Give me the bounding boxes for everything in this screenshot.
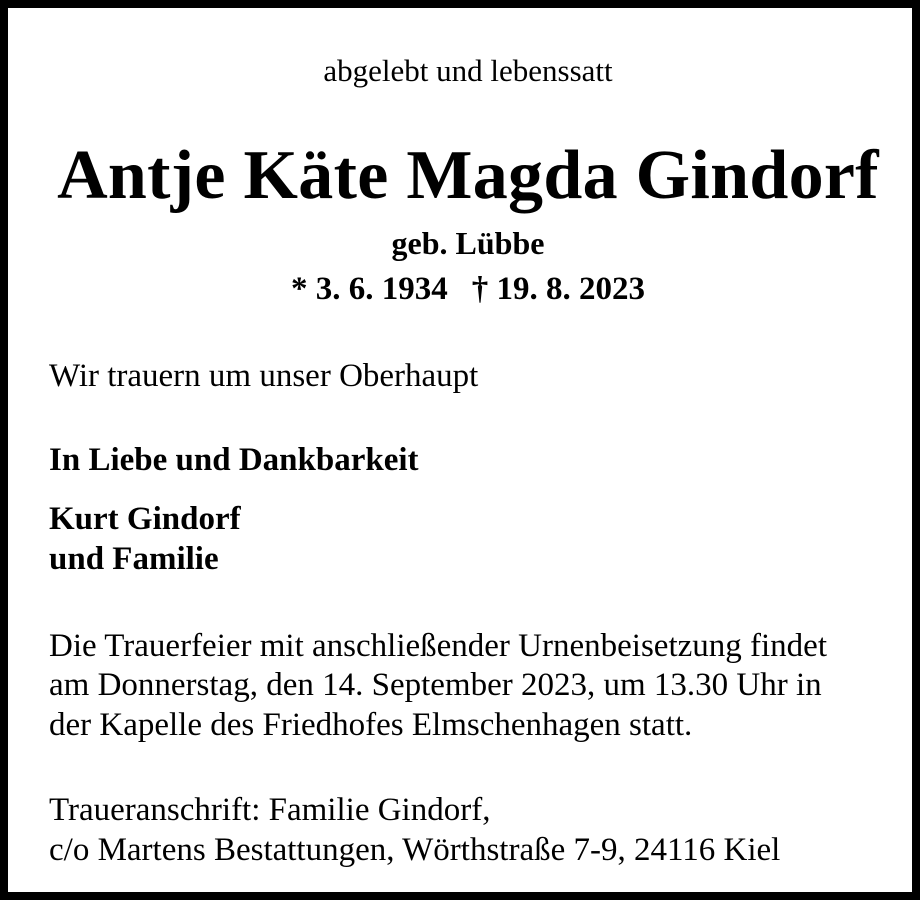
address-line: c/o Martens Bestattungen, Wörthstraße 7-9, 24116 Kiel [49, 832, 781, 868]
ceremony-line: am Donnerstag, den 14. September 2023, um 13.30 Uhr in [49, 667, 822, 703]
birth-date: * 3. 6. 1934 [291, 271, 448, 307]
motto: abgelebt und lebenssatt [323, 53, 613, 88]
mourning-line: Wir trauern um unser Oberhaupt [49, 358, 479, 394]
dedication: In Liebe und Dankbarkeit [49, 442, 419, 478]
address-line: Traueranschrift: Familie Gindorf, [49, 792, 491, 828]
signatory-line: und Familie [49, 541, 219, 577]
signatory-line: Kurt Gindorf [49, 501, 241, 537]
maiden-name: geb. Lübbe [391, 225, 545, 261]
death-date: † 19. 8. 2023 [471, 271, 645, 307]
life-dates [8, 273, 920, 306]
ceremony-line: Die Trauerfeier mit anschließender Urnenbeisetzung findet [49, 628, 827, 664]
deceased-name: Antje Käte Magda Gindorf [57, 137, 879, 214]
ceremony-line: der Kapelle des Friedhofes Elmschenhagen statt. [49, 707, 693, 743]
